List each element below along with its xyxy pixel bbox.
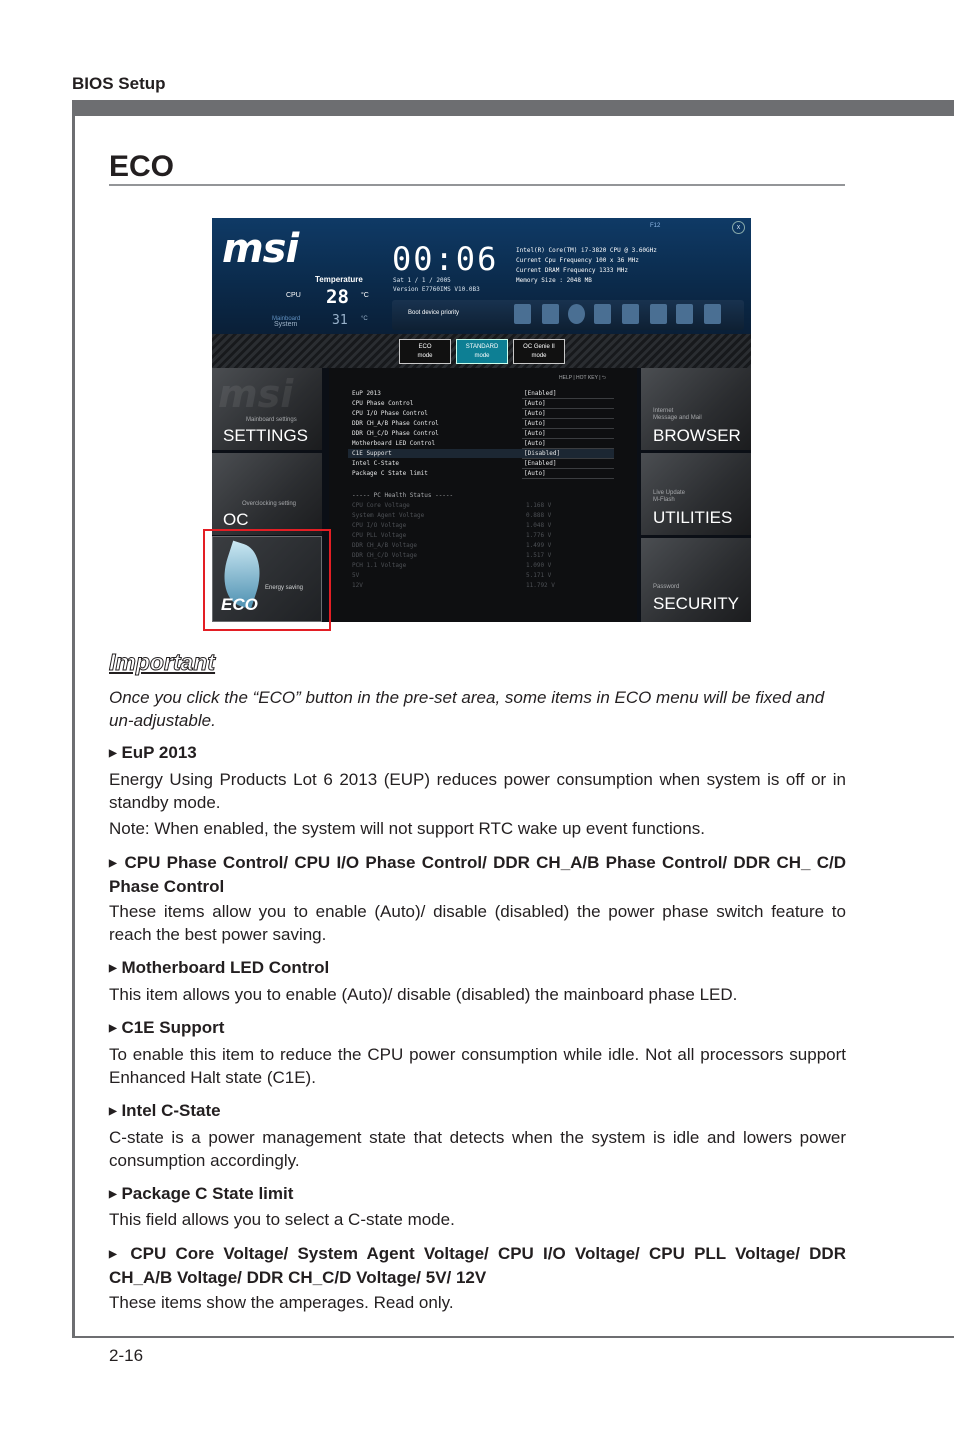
boot-device-usb-icon[interactable] (514, 304, 531, 324)
voltage-name: 5V (352, 572, 360, 579)
item-body: To enable this item to reduce the CPU power consumption while idle. Not all processors support Enhanced Halt state (C1E). (109, 1045, 846, 1087)
setting-value[interactable]: [Auto] (524, 410, 546, 417)
item-heading (109, 1099, 846, 1123)
boot-device-usb2-icon[interactable] (622, 304, 639, 324)
important-heading: Important (109, 649, 216, 675)
bios-clock: 00:06 (392, 240, 499, 278)
setting-value[interactable]: [Auto] (524, 420, 546, 427)
item-heading (109, 851, 846, 898)
item-body: This field allows you to select a C-state mode. (109, 1210, 455, 1229)
mode-sub: mode (531, 353, 547, 359)
setting-name[interactable]: CPU I/O Phase Control (352, 410, 428, 417)
setting-value[interactable]: [Enabled] (524, 460, 557, 467)
eco-highlight-box (203, 529, 331, 631)
memory-size: Memory Size : 2048 MB (516, 277, 592, 284)
voltage-value: 1.048 V (526, 522, 552, 529)
setting-name[interactable]: C1E Support (352, 450, 392, 457)
tile-subtitle (653, 408, 702, 422)
help-hotkey-bar[interactable]: HELP | HOT KEY | ⮌ (559, 375, 606, 381)
bottom-rule (72, 1336, 954, 1338)
setting-name[interactable]: EuP 2013 (352, 390, 381, 397)
setting-row-divider (522, 408, 614, 409)
item-heading (109, 956, 846, 980)
setting-value[interactable]: [Enabled] (524, 390, 557, 397)
tile-subtitle: Password (653, 584, 680, 590)
mode-name: STANDARD (465, 344, 499, 350)
voltage-value: 1.776 V (526, 532, 552, 539)
tile-subtitle: Mainboard settings (246, 417, 297, 423)
item-body: C-state is a power management state that detects when the system is idle and lowers power consumption accordingly. (109, 1128, 846, 1170)
voltage-name: CPU Core Voltage (352, 502, 410, 509)
system-label: System (274, 321, 298, 328)
setting-value[interactable]: [Disabled] (524, 450, 561, 457)
system-info (516, 246, 657, 286)
oc-genie-mode-button[interactable] (513, 339, 565, 364)
bullet-arrow-icon: ▶ (109, 1106, 117, 1117)
tile-subtitle-line: Live Update (653, 490, 686, 496)
utilities-tile[interactable] (641, 453, 751, 535)
setting-row-divider (522, 458, 614, 459)
title-underline (109, 184, 845, 186)
voltage-value: 1.499 V (526, 542, 552, 549)
tile-title: ECO (221, 595, 258, 614)
oc-tile[interactable] (212, 453, 322, 535)
tile-title: SETTINGS (223, 426, 309, 445)
security-tile[interactable] (641, 538, 751, 622)
system-temp-unit: °C (361, 316, 368, 322)
boot-device-network-icon[interactable] (594, 304, 611, 324)
msi-logo: msi (222, 226, 299, 272)
page-number: 2-16 (109, 1346, 144, 1365)
item-heading (109, 1242, 846, 1289)
voltage-name: 12V (352, 582, 363, 589)
tile-title: OC (223, 510, 249, 529)
setting-name[interactable]: Intel C-State (352, 460, 399, 467)
voltage-value: 1.517 V (526, 552, 552, 559)
item-body: These items allow you to enable (Auto)/ disable (disabled) the power phase switch feature to reach the best power saving. (109, 902, 846, 944)
mode-sub: mode (417, 353, 433, 359)
setting-value[interactable]: [Auto] (524, 470, 546, 477)
settings-tile[interactable] (212, 368, 322, 450)
cpu-temp-unit: °C (361, 292, 369, 299)
boot-device-efi-icon[interactable] (704, 304, 721, 324)
bullet-arrow-icon: ▶ (109, 1023, 117, 1034)
item-note: Note: When enabled, the system will not support RTC wake up event functions. (109, 819, 705, 838)
left-margin-rule (72, 100, 75, 1338)
important-note: Once you click the “ECO” button in the pre-set area, some items in ECO menu will be fixed and un-adjustable. (109, 688, 825, 730)
voltage-name: PCH 1.1 Voltage (352, 562, 407, 569)
voltage-value: 5.171 V (526, 572, 552, 579)
setting-row-divider (522, 428, 614, 429)
voltage-name: CPU PLL Voltage (352, 532, 407, 539)
item-heading-text: Intel C-State (121, 1101, 221, 1120)
boot-device-usb4-icon[interactable] (676, 304, 693, 324)
section-title: ECO (109, 150, 175, 183)
close-icon[interactable]: x (732, 221, 745, 234)
tile-subtitle: Overclocking setting (242, 501, 297, 507)
bios-date: Sat 1 / 1 / 2005 (393, 277, 451, 284)
setting-name[interactable]: Package C State limit (352, 470, 428, 477)
msi-watermark: msi (218, 372, 294, 416)
boot-device-hdd-icon[interactable] (542, 304, 559, 324)
system-temp-value: 31 (332, 313, 348, 328)
bullet-arrow-icon: ▶ (109, 963, 117, 974)
item-heading-text: Motherboard LED Control (121, 958, 330, 977)
tile-subtitle-line: M-Flash (653, 497, 675, 503)
f12-screenshot-button[interactable]: F12 (650, 223, 661, 229)
tile-title: BROWSER (653, 426, 741, 445)
standard-mode-button[interactable] (456, 339, 508, 364)
bios-date-version (393, 276, 480, 294)
tile-title: UTILITIES (653, 508, 733, 527)
item-heading-text: CPU Phase Control/ CPU I/O Phase Control/ DDR CH_A/B Phase Control/ DDR CH_ C/D Phase Control (109, 853, 846, 896)
bullet-arrow-icon: ▶ (109, 1249, 122, 1260)
item-heading-text: CPU Core Voltage/ System Agent Voltage/ CPU I/O Voltage/ CPU PLL Voltage/ DDR CH_A/B Voltage/ DDR CH_C/D Voltage/ 5V/ 12V (109, 1244, 846, 1287)
voltage-name: System Agent Voltage (352, 512, 425, 519)
item-heading-text: EuP 2013 (121, 743, 197, 762)
health-status-header: ----- PC Health Status ----- (352, 492, 454, 499)
header-bar (72, 100, 954, 116)
tile-subtitle (653, 490, 685, 504)
mode-sub: mode (474, 353, 490, 359)
setting-name[interactable]: CPU Phase Control (352, 400, 414, 407)
cpu-temp-label: CPU (286, 292, 301, 299)
bios-version: Version E7760IMS V10.0B3 (393, 286, 480, 293)
setting-row-divider (522, 418, 614, 419)
voltage-name: DDR CH_A/B Voltage (352, 542, 418, 549)
item-heading-text: C1E Support (121, 1018, 225, 1037)
cpu-info: Intel(R) Core(TM) i7-3820 CPU @ 3.60GHz (516, 247, 657, 254)
setting-value[interactable]: [Auto] (524, 440, 546, 447)
voltage-value: 0.888 V (526, 512, 552, 519)
eco-mode-button[interactable] (399, 339, 451, 364)
voltage-value: 11.792 V (526, 582, 555, 589)
setting-row-divider (522, 398, 614, 399)
mode-name: OC Genie II (523, 344, 555, 350)
item-body: Energy Using Products Lot 6 2013 (EUP) reduces power consumption when system is off or in standby mode. (109, 770, 846, 812)
mainboard-label: Mainboard (272, 316, 301, 322)
setting-value[interactable]: [Auto] (524, 400, 546, 407)
setting-row-divider (522, 478, 614, 479)
setting-name[interactable]: DDR CH_A/B Phase Control (352, 420, 439, 427)
item-heading (109, 1182, 846, 1206)
setting-name[interactable]: DDR CH_C/D Phase Control (352, 430, 439, 437)
mode-name: ECO (418, 344, 432, 350)
item-body: These items show the amperages. Read only. (109, 1293, 454, 1312)
browser-tile[interactable] (641, 368, 751, 450)
voltage-name: DDR CH_C/D Voltage (352, 552, 418, 559)
bullet-arrow-icon: ▶ (109, 1189, 117, 1200)
cpu-frequency: Current Cpu Frequency 100 x 36 MHz (516, 257, 639, 264)
tile-subtitle: Energy saving (265, 585, 304, 591)
item-heading-text: Package C State limit (121, 1184, 294, 1203)
dram-frequency: Current DRAM Frequency 1333 MHz (516, 267, 628, 274)
item-heading (109, 1016, 846, 1040)
bullet-arrow-icon: ▶ (109, 858, 119, 869)
voltage-name: CPU I/O Voltage (352, 522, 407, 529)
setting-row-divider (522, 438, 614, 439)
item-heading (109, 741, 846, 765)
voltage-value: 1.168 V (526, 502, 552, 509)
bullet-arrow-icon: ▶ (109, 748, 117, 759)
setting-row-divider (522, 468, 614, 469)
tile-title: SECURITY (653, 594, 739, 613)
setting-value[interactable]: [Auto] (524, 430, 546, 437)
voltage-value: 1.090 V (526, 562, 552, 569)
boot-device-usb3-icon[interactable] (650, 304, 667, 324)
item-body: This item allows you to enable (Auto)/ disable (disabled) the mainboard phase LED. (109, 985, 738, 1004)
tile-subtitle-line: Internet (653, 408, 674, 414)
cpu-temp-value: 28 (326, 286, 349, 308)
boot-device-cd-icon[interactable] (568, 304, 585, 324)
temperature-label: Temperature (315, 275, 363, 284)
setting-name[interactable]: Motherboard LED Control (352, 440, 436, 447)
page-header-label: BIOS Setup (72, 74, 166, 93)
tile-subtitle-line: Message and Mail (653, 415, 702, 421)
boot-priority-label: Boot device priority (408, 310, 460, 316)
